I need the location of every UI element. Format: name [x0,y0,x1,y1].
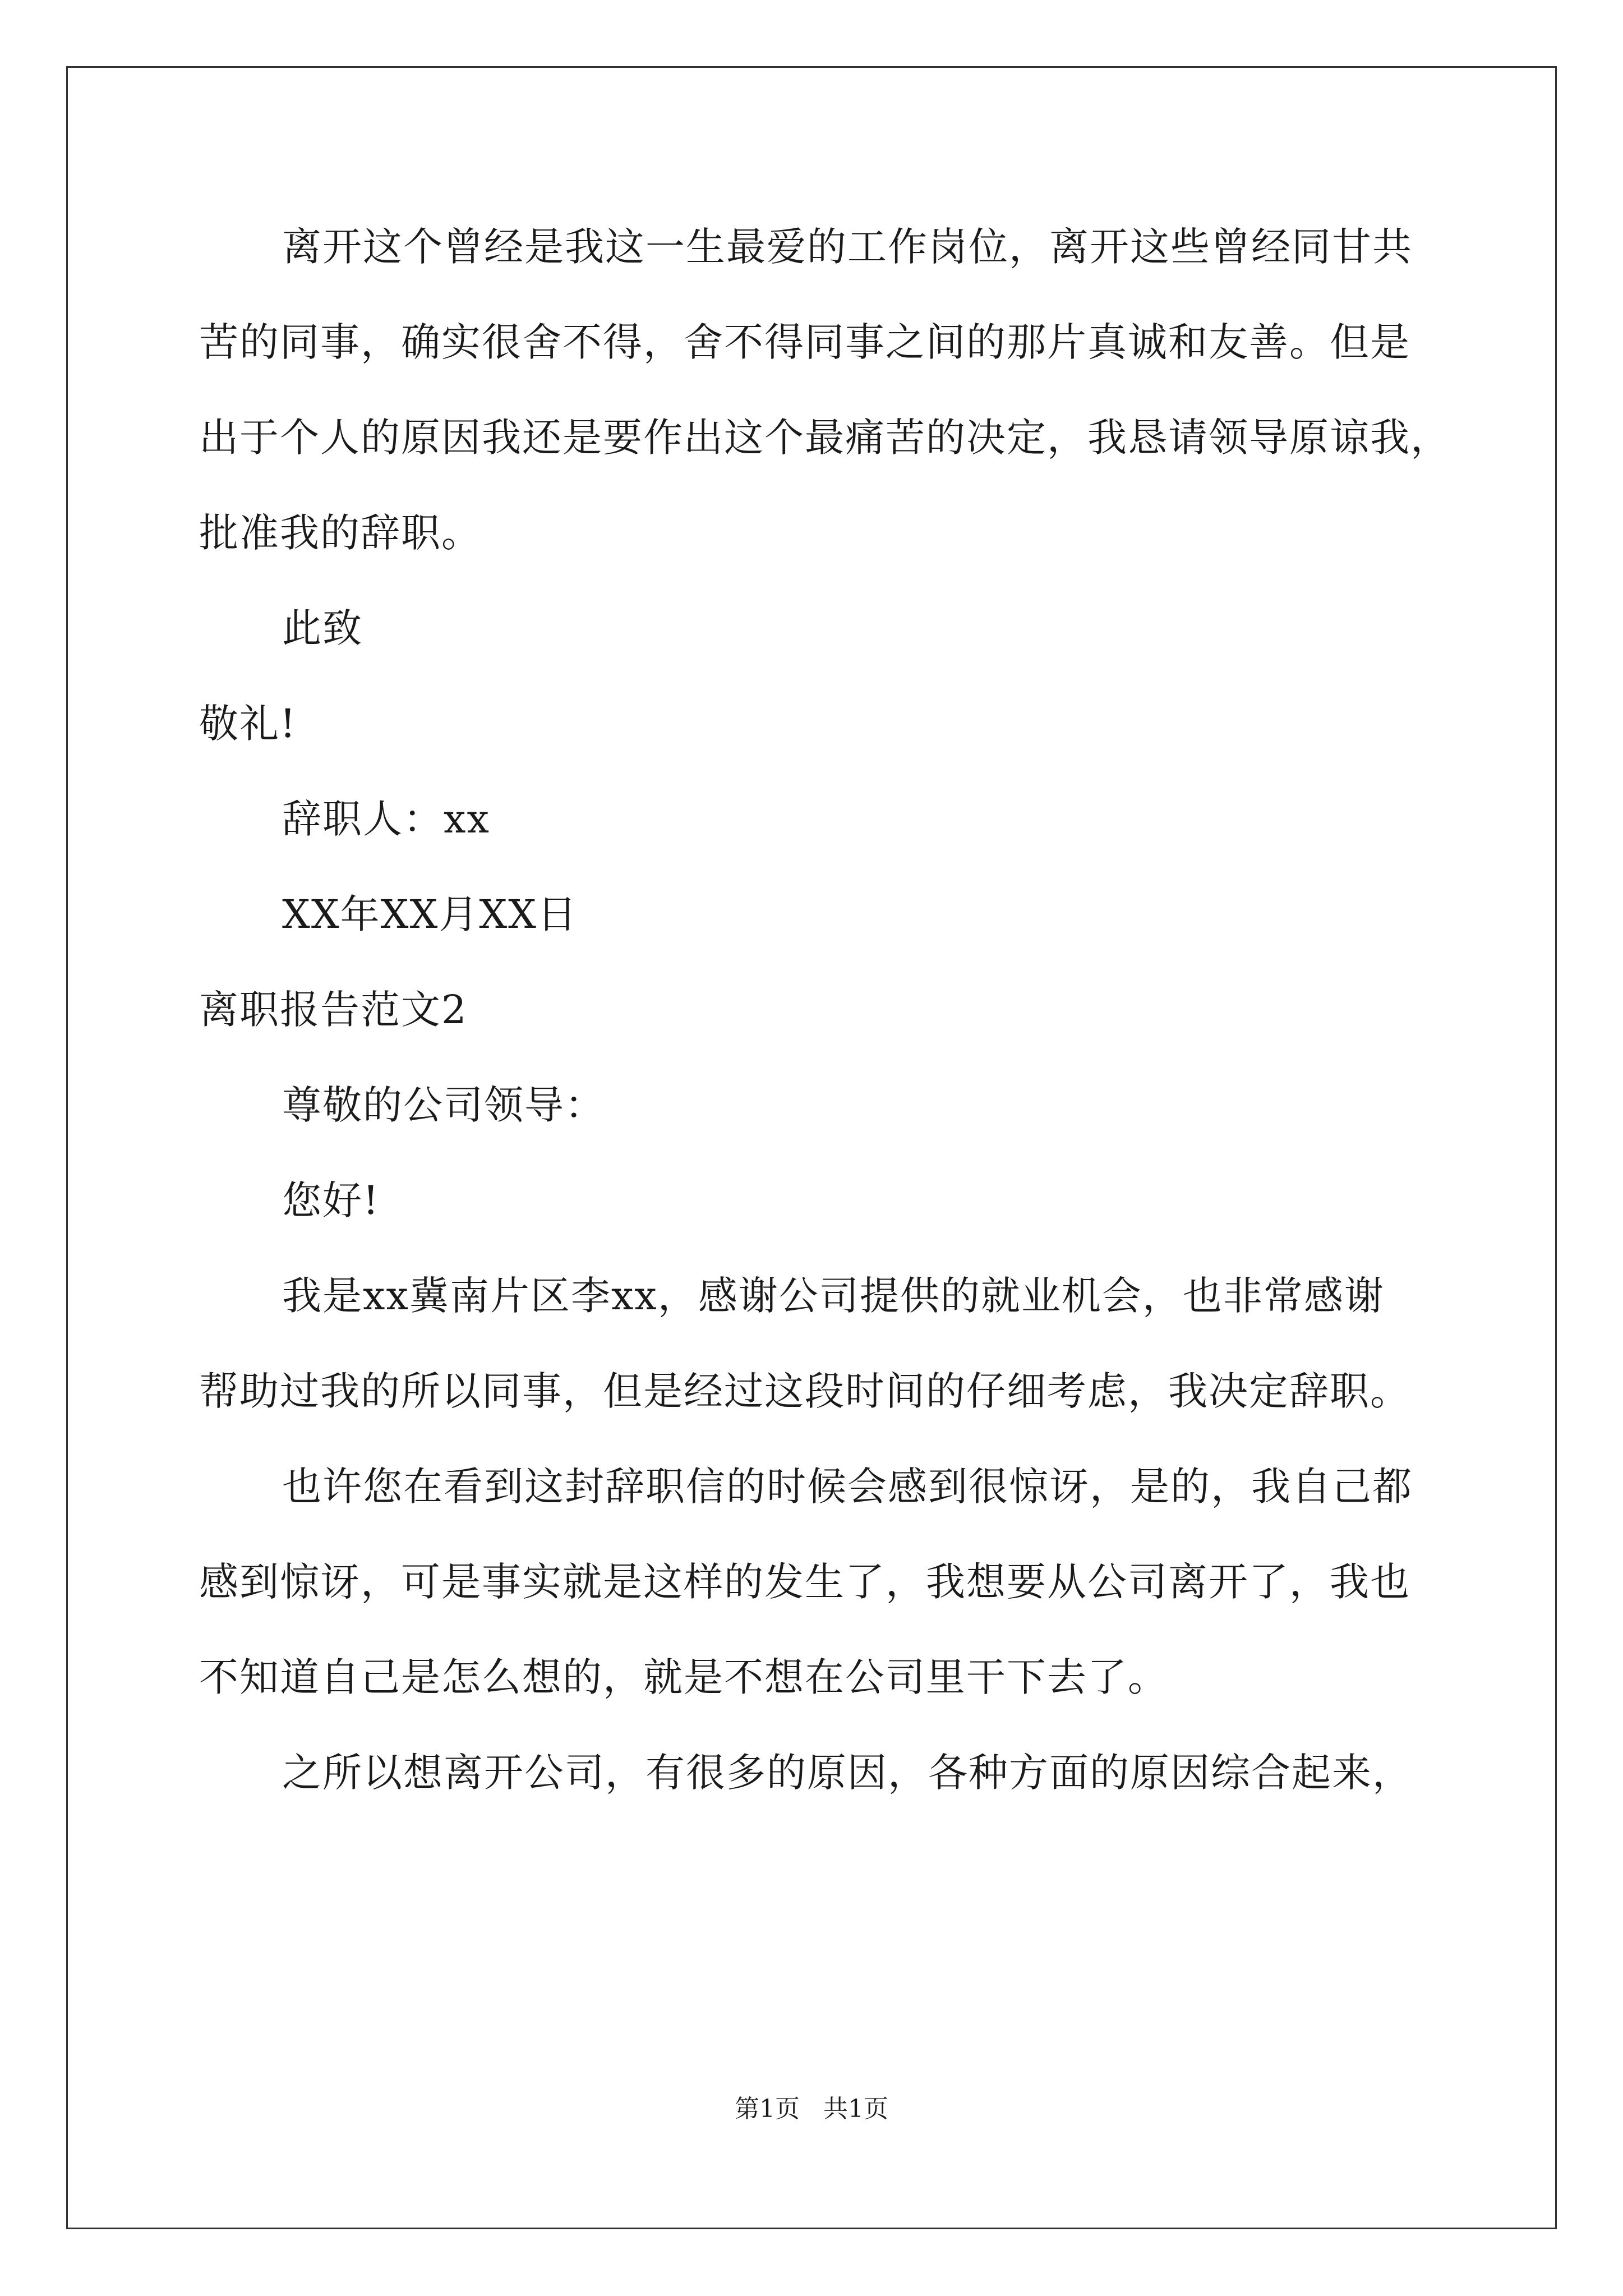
paragraph-line: 离开这个曾经是我这一生最爱的工作岗位，离开这些曾经同甘共 [282,224,1413,270]
paragraph-line: 苦的同事，确实很舍不得，舍不得同事之间的那片真诚和友善。但是 [199,319,1410,365]
closing-regards: 敬礼! [199,701,297,747]
paragraph-line: 感到惊讶，可是事实就是这样的发生了，我想要从公司离开了，我也 [199,1559,1410,1605]
page-border [66,66,1557,2229]
greeting-recipient: 尊敬的公司领导： [282,1082,605,1128]
date-line: XX年XX月XX日 [282,891,578,937]
page-footer: 第1页 共1页 [735,2095,888,2123]
signature-line: 辞职人：xx [282,796,490,842]
paragraph-line: 帮助过我的所以同事，但是经过这段时间的仔细考虑，我决定辞职。 [199,1368,1410,1414]
paragraph-line: 也许您在看到这封辞职信的时候会感到很惊讶，是的，我自己都 [282,1464,1413,1510]
paragraph-line: 批准我的辞职。 [199,510,482,556]
paragraph-line: 之所以想离开公司，有很多的原因，各种方面的原因综合起来， [282,1750,1413,1796]
paragraph-line: 不知道自己是怎么想的，就是不想在公司里干下去了。 [199,1654,1168,1700]
greeting-hello: 您好! [282,1177,380,1223]
closing-salutation: 此致 [282,605,363,651]
paragraph-line: 出于个人的原因我还是要作出这个最痛苦的决定，我恳请领导原谅我， [199,415,1451,461]
paragraph-line: 我是xx冀南片区李xx，感谢公司提供的就业机会，也非常感谢 [282,1273,1385,1319]
section-heading: 离职报告范文2 [199,987,468,1033]
